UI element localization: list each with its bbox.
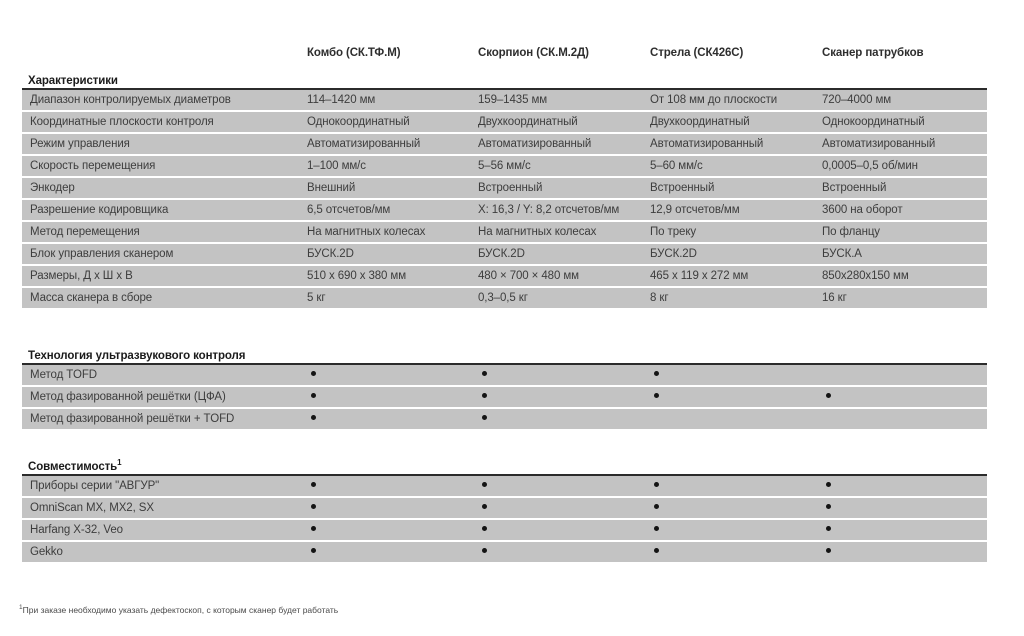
row-label: Метод перемещения	[30, 226, 140, 238]
cell-value: БУСК.2D	[307, 248, 354, 260]
cell-dot	[650, 542, 822, 562]
table-row	[22, 112, 987, 132]
feature-dot-icon	[826, 526, 831, 531]
row-label: Метод фазированной решётки (ЦФА)	[30, 391, 226, 403]
section-rows	[22, 88, 987, 308]
cell-value: 510 x 690 x 380 мм	[307, 270, 407, 282]
cell-dot	[478, 409, 650, 429]
cell-value: Однокоординатный	[307, 116, 410, 128]
feature-dot-icon	[482, 482, 487, 487]
row-label: OmniScan MX, MX2, SX	[30, 502, 154, 514]
feature-dot-icon	[654, 548, 659, 553]
column-header-kombo: Комбо (СК.ТФ.М)	[307, 47, 401, 59]
cell-value: 480 × 700 × 480 мм	[478, 270, 579, 282]
cell-value: По фланцу	[822, 226, 880, 238]
feature-dot-icon	[654, 504, 659, 509]
row-label: Метод фазированной решётки + TOFD	[30, 413, 235, 425]
row-label: Harfang X-32, Veo	[30, 524, 123, 536]
cell-dot	[478, 520, 650, 540]
cell-dot	[650, 387, 822, 407]
feature-dot-icon	[311, 482, 316, 487]
section-ultrasonic-technology	[22, 345, 987, 429]
cell-value: На магнитных колесах	[478, 226, 597, 238]
row-label: Скорость перемещения	[30, 160, 156, 172]
cell-value: 5–60 мм/с	[650, 160, 703, 172]
table-row	[22, 520, 987, 540]
cell-value: Встроенный	[822, 182, 887, 194]
cell-dot	[307, 365, 478, 385]
table-row	[22, 244, 987, 264]
cell-dot	[650, 365, 822, 385]
feature-dot-icon	[482, 526, 487, 531]
column-header-strela: Стрела (СК426С)	[650, 47, 744, 59]
row-label: Разрешение кодировщика	[30, 204, 169, 216]
cell-value: Двухкоординатный	[650, 116, 750, 128]
cell-dot	[650, 520, 822, 540]
cell-value: 5–56 мм/с	[478, 160, 531, 172]
feature-dot-icon	[311, 548, 316, 553]
cell-value: 8 кг	[650, 292, 669, 304]
cell-dot	[650, 476, 822, 496]
feature-dot-icon	[482, 548, 487, 553]
section-rows	[22, 474, 987, 562]
cell-dot	[307, 409, 478, 429]
row-label: Размеры, Д х Ш х В	[30, 270, 133, 282]
feature-dot-icon	[311, 504, 316, 509]
section-title: Характеристики	[28, 74, 118, 87]
cell-value: 465 x 119 x 272 мм	[650, 270, 749, 282]
cell-value: 5 кг	[307, 292, 326, 304]
cell-value: 1–100 мм/с	[307, 160, 366, 172]
feature-dot-icon	[311, 526, 316, 531]
column-header-skorpion: Скорпион (СК.М.2Д)	[478, 47, 589, 59]
cell-value: БУСК.2D	[478, 248, 525, 260]
feature-dot-icon	[311, 371, 316, 376]
cell-dot	[478, 542, 650, 562]
cell-dot	[307, 520, 478, 540]
section-compatibility	[22, 456, 987, 562]
cell-value: По треку	[650, 226, 697, 238]
section-rows	[22, 363, 987, 429]
cell-value: От 108 мм до плоскости	[650, 94, 778, 106]
feature-dot-icon	[482, 371, 487, 376]
cell-dot	[822, 520, 987, 540]
column-header-spacer	[22, 46, 307, 60]
cell-value: 720–4000 мм	[822, 94, 892, 106]
feature-dot-icon	[654, 371, 659, 376]
cell-dot	[478, 387, 650, 407]
column-header-patrubkov: Сканер патрубков	[822, 47, 924, 59]
row-label: Масса сканера в сборе	[30, 292, 153, 304]
cell-value: БУСК.2D	[650, 248, 697, 260]
cell-dot	[650, 498, 822, 518]
table-row	[22, 288, 987, 308]
cell-value: Встроенный	[478, 182, 543, 194]
table-row	[22, 266, 987, 286]
section-characteristics	[22, 70, 987, 308]
cell-dot	[307, 387, 478, 407]
feature-dot-icon	[654, 393, 659, 398]
feature-dot-icon	[826, 548, 831, 553]
row-label: Gekko	[30, 546, 63, 558]
cell-value: 0,3–0,5 кг	[478, 292, 528, 304]
table-row	[22, 498, 987, 518]
cell-dot	[822, 409, 987, 429]
cell-value: Автоматизированный	[650, 138, 764, 150]
cell-dot	[822, 476, 987, 496]
cell-value: БУСК.А	[822, 248, 862, 260]
row-label: Координатные плоскости контроля	[30, 116, 214, 128]
cell-value: Двухкоординатный	[478, 116, 578, 128]
feature-dot-icon	[826, 504, 831, 509]
table-row	[22, 476, 987, 496]
table-row	[22, 222, 987, 242]
cell-dot	[478, 476, 650, 496]
cell-value: 12,9 отсчетов/мм	[650, 204, 740, 216]
cell-value: 0,0005–0,5 об/мин	[822, 160, 918, 172]
section-title: Технология ультразвукового контроля	[28, 349, 246, 362]
cell-dot	[822, 365, 987, 385]
cell-dot	[307, 476, 478, 496]
table-row	[22, 90, 987, 110]
row-label: Приборы серии "АВГУР"	[30, 480, 160, 492]
table-row	[22, 156, 987, 176]
table-row	[22, 134, 987, 154]
feature-dot-icon	[482, 415, 487, 420]
row-label: Блок управления сканером	[30, 248, 174, 260]
feature-dot-icon	[482, 504, 487, 509]
feature-dot-icon	[826, 393, 831, 398]
cell-value: Однокоординатный	[822, 116, 925, 128]
footnote: $^1$При заказе необходимо указать дефектоскоп, с которым сканер будет работать	[19, 604, 339, 615]
cell-value: X: 16,3 / Y: 8,2 отсчетов/мм	[478, 204, 620, 216]
cell-value: 6,5 отсчетов/мм	[307, 204, 391, 216]
feature-dot-icon	[311, 393, 316, 398]
table-row	[22, 200, 987, 220]
cell-value: 16 кг	[822, 292, 847, 304]
row-label: Энкодер	[30, 182, 75, 194]
cell-dot	[650, 409, 822, 429]
table-row	[22, 542, 987, 562]
feature-dot-icon	[311, 415, 316, 420]
table-row	[22, 409, 987, 429]
cell-value: Внешний	[307, 182, 356, 194]
cell-value: Автоматизированный	[822, 138, 936, 150]
row-label: Метод TOFD	[30, 369, 98, 381]
cell-dot	[822, 498, 987, 518]
cell-dot	[307, 498, 478, 518]
feature-dot-icon	[654, 526, 659, 531]
table-row	[22, 365, 987, 385]
section-title: Совместимость$^1$	[28, 458, 122, 473]
table-row	[22, 178, 987, 198]
cell-dot	[307, 542, 478, 562]
cell-value: Встроенный	[650, 182, 715, 194]
cell-value: На магнитных колесах	[307, 226, 426, 238]
cell-dot	[478, 498, 650, 518]
feature-dot-icon	[826, 482, 831, 487]
cell-value: 3600 на оборот	[822, 204, 903, 216]
cell-dot	[822, 542, 987, 562]
cell-value: Автоматизированный	[478, 138, 592, 150]
cell-value: 850х280х150 мм	[822, 270, 909, 282]
cell-dot	[822, 387, 987, 407]
table-row	[22, 387, 987, 407]
cell-value: 159–1435 мм	[478, 94, 548, 106]
cell-value: 114–1420 мм	[307, 94, 376, 106]
feature-dot-icon	[654, 482, 659, 487]
column-headers	[22, 46, 987, 60]
row-label: Режим управления	[30, 138, 130, 150]
cell-dot	[478, 365, 650, 385]
cell-value: Автоматизированный	[307, 138, 421, 150]
feature-dot-icon	[482, 393, 487, 398]
row-label: Диапазон контролируемых диаметров	[30, 94, 231, 106]
